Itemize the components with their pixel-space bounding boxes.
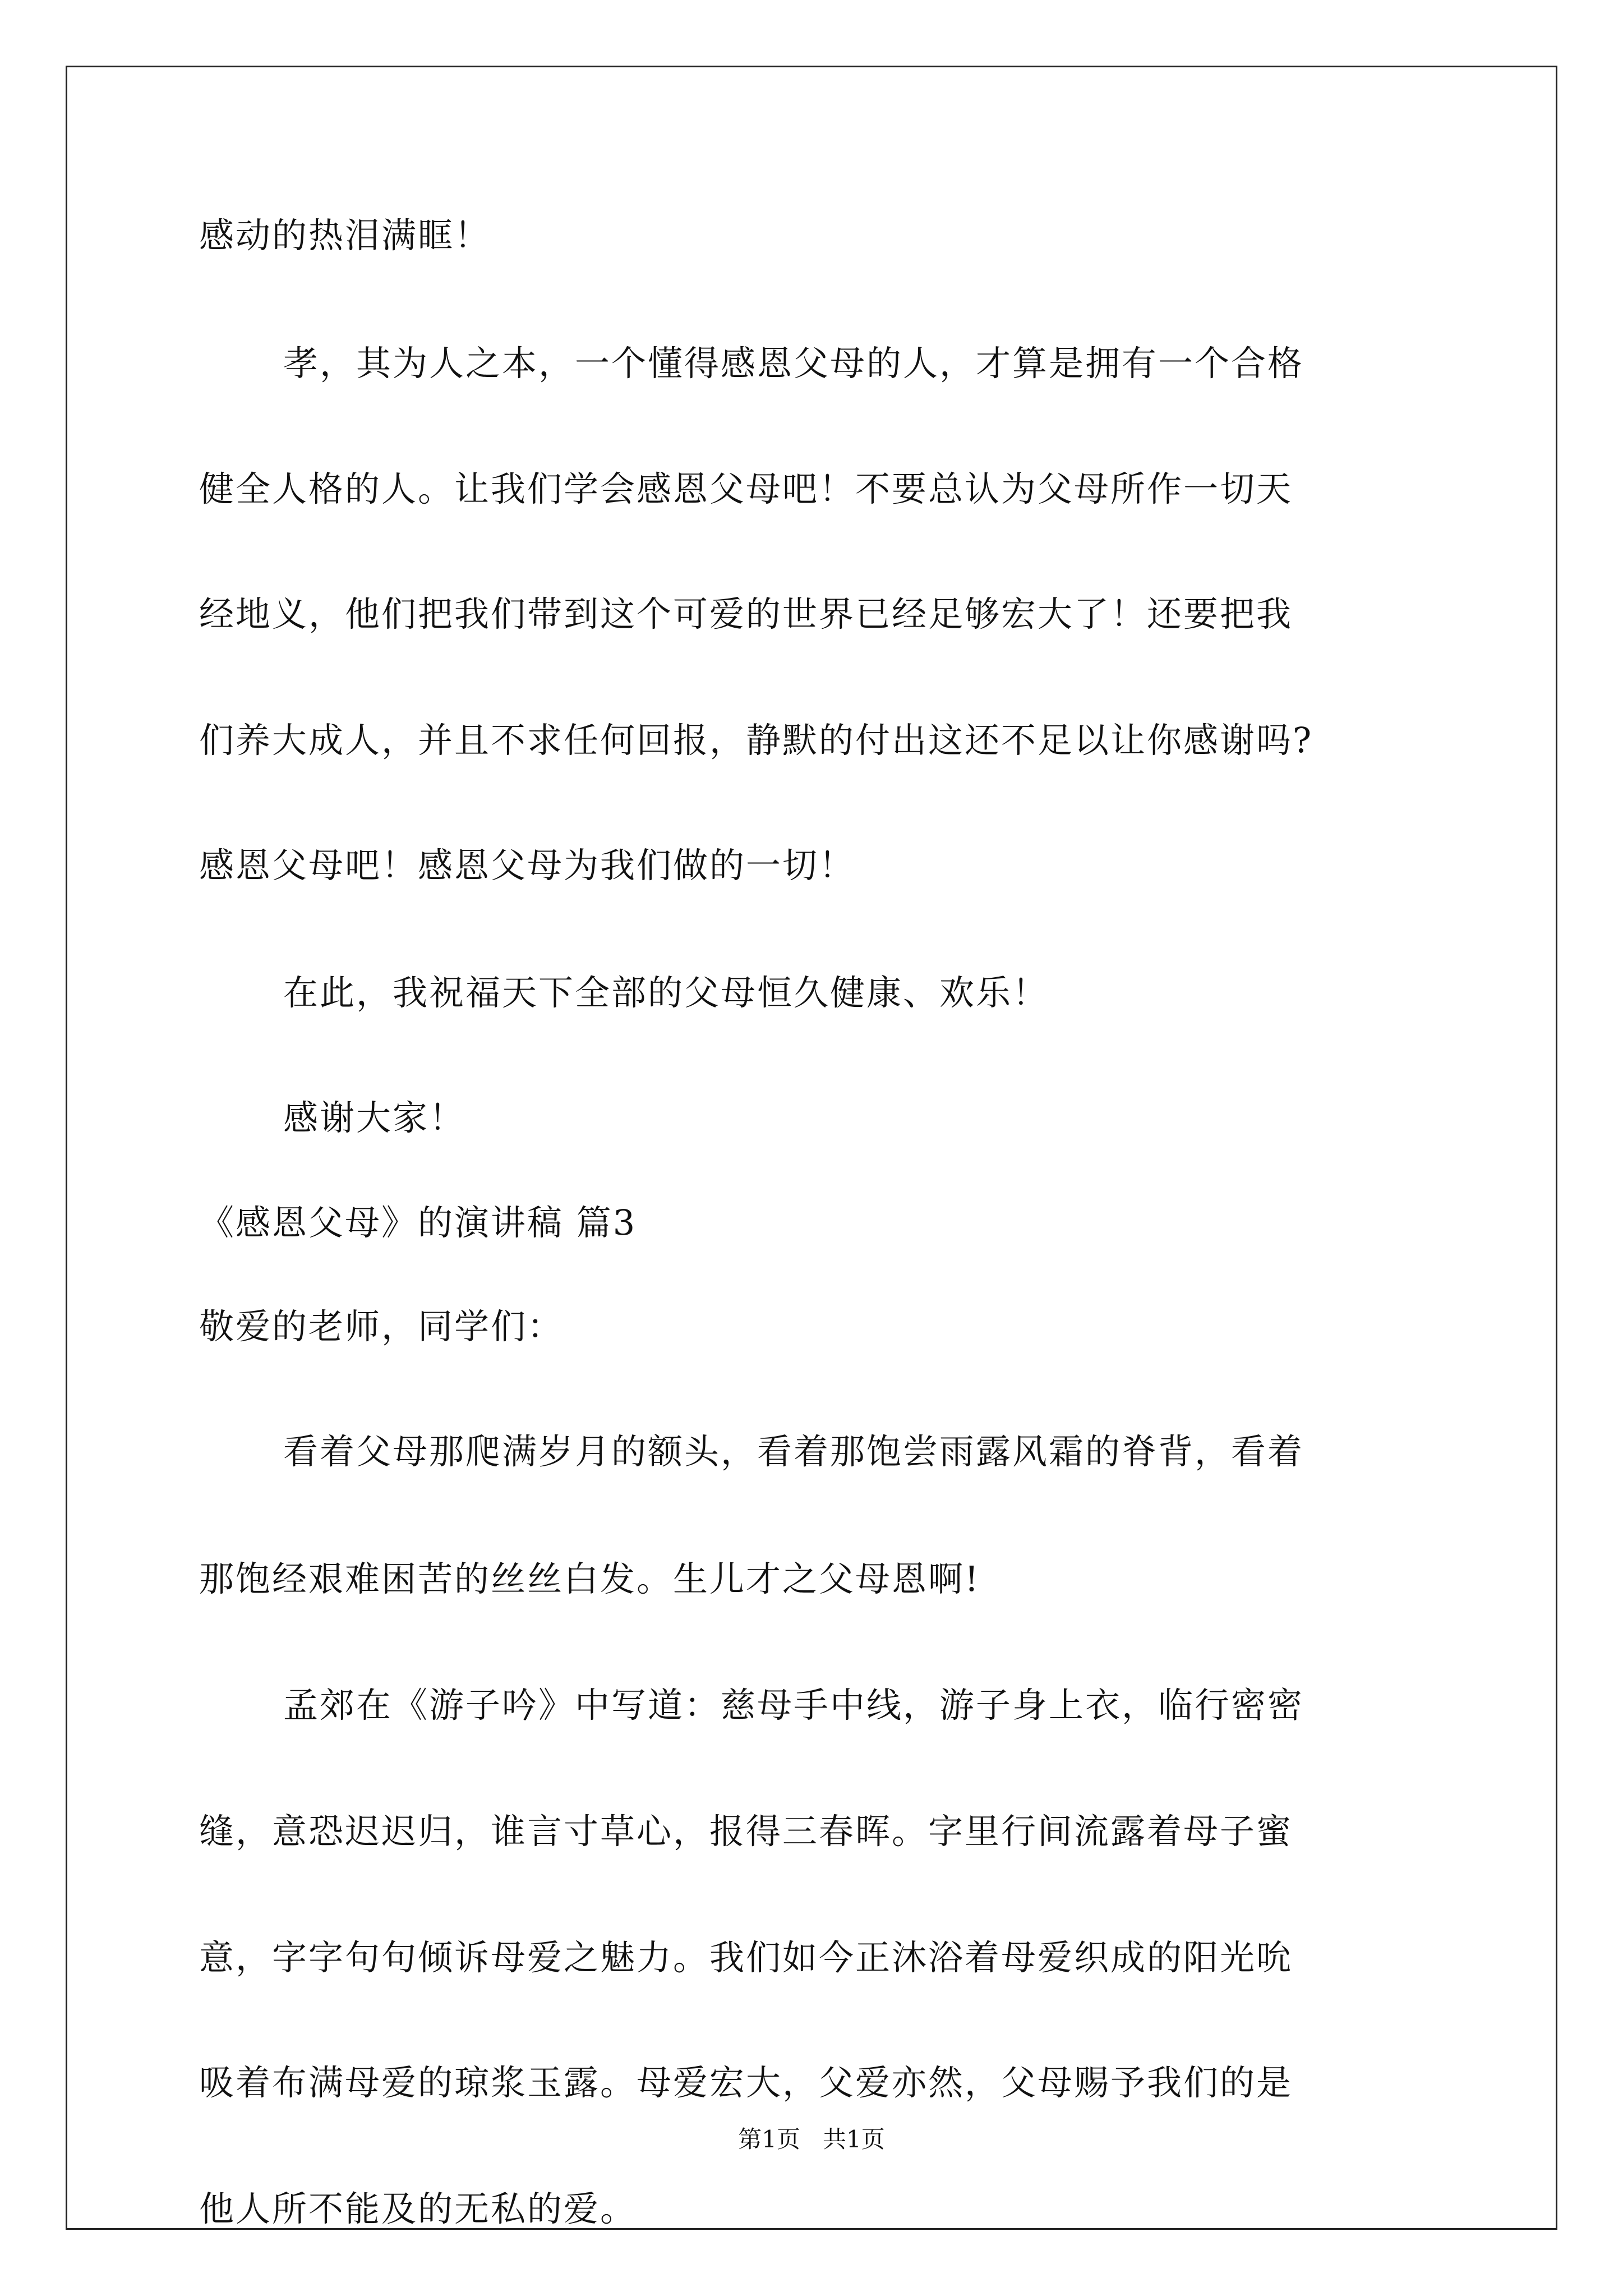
- text-line: 感谢大家！: [283, 1097, 466, 1138]
- text-line: 感恩父母吧！感恩父母为我们做的一切！: [199, 845, 856, 886]
- salutation: 敬爱的老师，同学们：: [199, 1306, 564, 1347]
- text-line: 健全人格的人。让我们学会感恩父母吧！不要总认为父母所作一切天: [199, 468, 1293, 509]
- text-line: 他人所不能及的无私的爱。: [199, 2188, 637, 2229]
- text-line: 感动的热泪满眶！: [199, 215, 491, 256]
- page-border: [66, 66, 1557, 2230]
- text-line: 意，字字句句倾诉母爱之魅力。我们如今正沐浴着母爱织成的阳光吮: [199, 1937, 1293, 1978]
- text-line: 吸着布满母爱的琼浆玉露。母爱宏大，父爱亦然，父母赐予我们的是: [199, 2062, 1293, 2103]
- text-line: 孟郊在《游子吟》中写道：慈母手中线，游子身上衣，临行密密: [283, 1685, 1304, 1726]
- text-line: 孝，其为人之本，一个懂得感恩父母的人，才算是拥有一个合格: [283, 343, 1304, 384]
- text-line: 在此，我祝福天下全部的父母恒久健康、欢乐！: [283, 972, 1049, 1013]
- text-line: 经地义，他们把我们带到这个可爱的世界已经足够宏大了！还要把我: [199, 593, 1293, 634]
- text-line: 那饱经艰难困苦的丝丝白发。生儿才之父母恩啊!: [199, 1558, 980, 1599]
- text-line: 们养大成人，并且不求任何回报，静默的付出这还不足以让你感谢吗?: [199, 720, 1313, 761]
- text-line: 看着父母那爬满岁月的额头，看着那饱尝雨露风霜的脊背，看着: [283, 1431, 1304, 1472]
- text-line: 缝，意恐迟迟归，谁言寸草心，报得三春晖。字里行间流露着母子蜜: [199, 1811, 1293, 1852]
- page-footer: 第1页 共1页: [738, 2125, 885, 2153]
- section-heading: 《感恩父母》的演讲稿 篇3: [199, 1202, 637, 1243]
